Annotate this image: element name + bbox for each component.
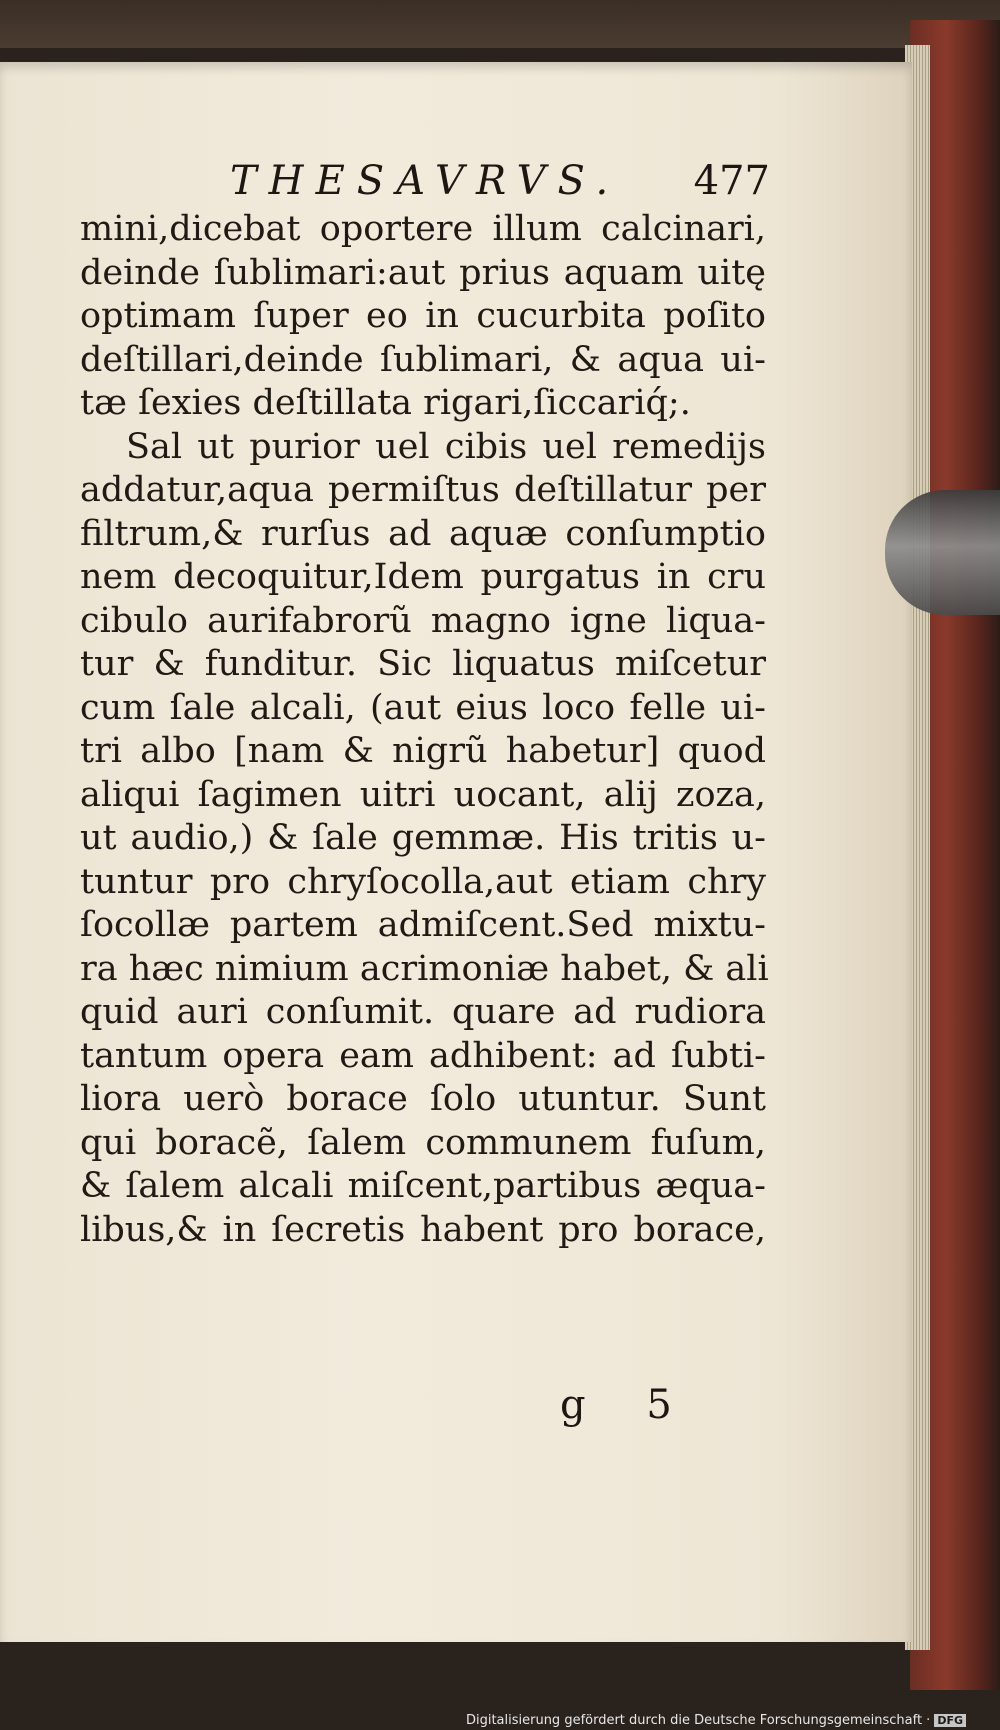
text-line: quid auri conſumit. quare ad rudiora xyxy=(80,992,766,1032)
text-line: tur & funditur. Sic liquatus miſcetur xyxy=(80,644,766,684)
text-line: deinde ſublimari:aut prius aquam uitę xyxy=(80,252,766,293)
text-line: & ſalem alcali miſcent,partibus æqua- xyxy=(80,1166,766,1206)
text-line: ut audio,) & ſale gemmæ. His tritis u- xyxy=(80,818,766,858)
book-top-edge xyxy=(0,0,1000,48)
text-line: tri albo [nam & nigrũ habetur] quod xyxy=(80,731,766,771)
text-line: filtrum,& rurſus ad aquæ conſumptio xyxy=(80,513,766,554)
text-line: deſtillari,deinde ſublimari, & aqua ui- xyxy=(80,339,766,380)
text-line: cum ſale alcali, (aut eius loco felle ui- xyxy=(80,687,766,728)
page-number: 477 xyxy=(693,158,770,204)
body-text xyxy=(80,208,769,1252)
text-line: libus,& in ſecretis habent pro borace, xyxy=(80,1209,766,1250)
text-line: ſocollæ partem admiſcent.Sed mixtu- xyxy=(80,905,766,945)
text-line: liora uerò borace ſolo utuntur. Sunt xyxy=(80,1079,766,1119)
text-line: mini,dicebat oportere illum calcinari, xyxy=(80,209,766,249)
text-line: qui boracẽ, ſalem communem fuſum, xyxy=(80,1122,766,1163)
text-line: nem decoquitur,Idem purgatus in cru xyxy=(80,557,766,597)
text-line: aliqui ſagimen uitri uocant, alij zoza, xyxy=(80,774,766,815)
dfg-logo: DFG xyxy=(934,1714,966,1727)
text-line: tantum opera eam adhibent: ad ſubti- xyxy=(80,1035,766,1076)
text-line: tæ ſexies deſtillata rigari,ſiccariq́;. xyxy=(80,383,691,423)
page-clip xyxy=(885,490,1000,615)
text-line: ra hæc nimium acrimoniæ habet, & ali xyxy=(80,948,769,989)
digitization-credit xyxy=(466,1713,966,1728)
text-line: tuntur pro chryſocolla,aut etiam chry xyxy=(80,861,766,902)
text-line: Sal ut purior uel cibis uel remedijs xyxy=(126,426,766,467)
text-line: addatur,aqua permiſtus deſtillatur per xyxy=(80,470,766,510)
text-line: optimam ſuper eo in cucurbita poſito xyxy=(80,296,766,336)
running-title: THESAVRVS. xyxy=(230,158,621,204)
text-line: cibulo aurifabrorũ magno igne liqua- xyxy=(80,600,766,641)
credit-text: Digitalisierung gefördert durch die Deutsche Forschungsgemeinschaft · xyxy=(465,1713,931,1728)
signature-mark: g 5 xyxy=(560,1382,696,1428)
page-header xyxy=(230,158,770,206)
